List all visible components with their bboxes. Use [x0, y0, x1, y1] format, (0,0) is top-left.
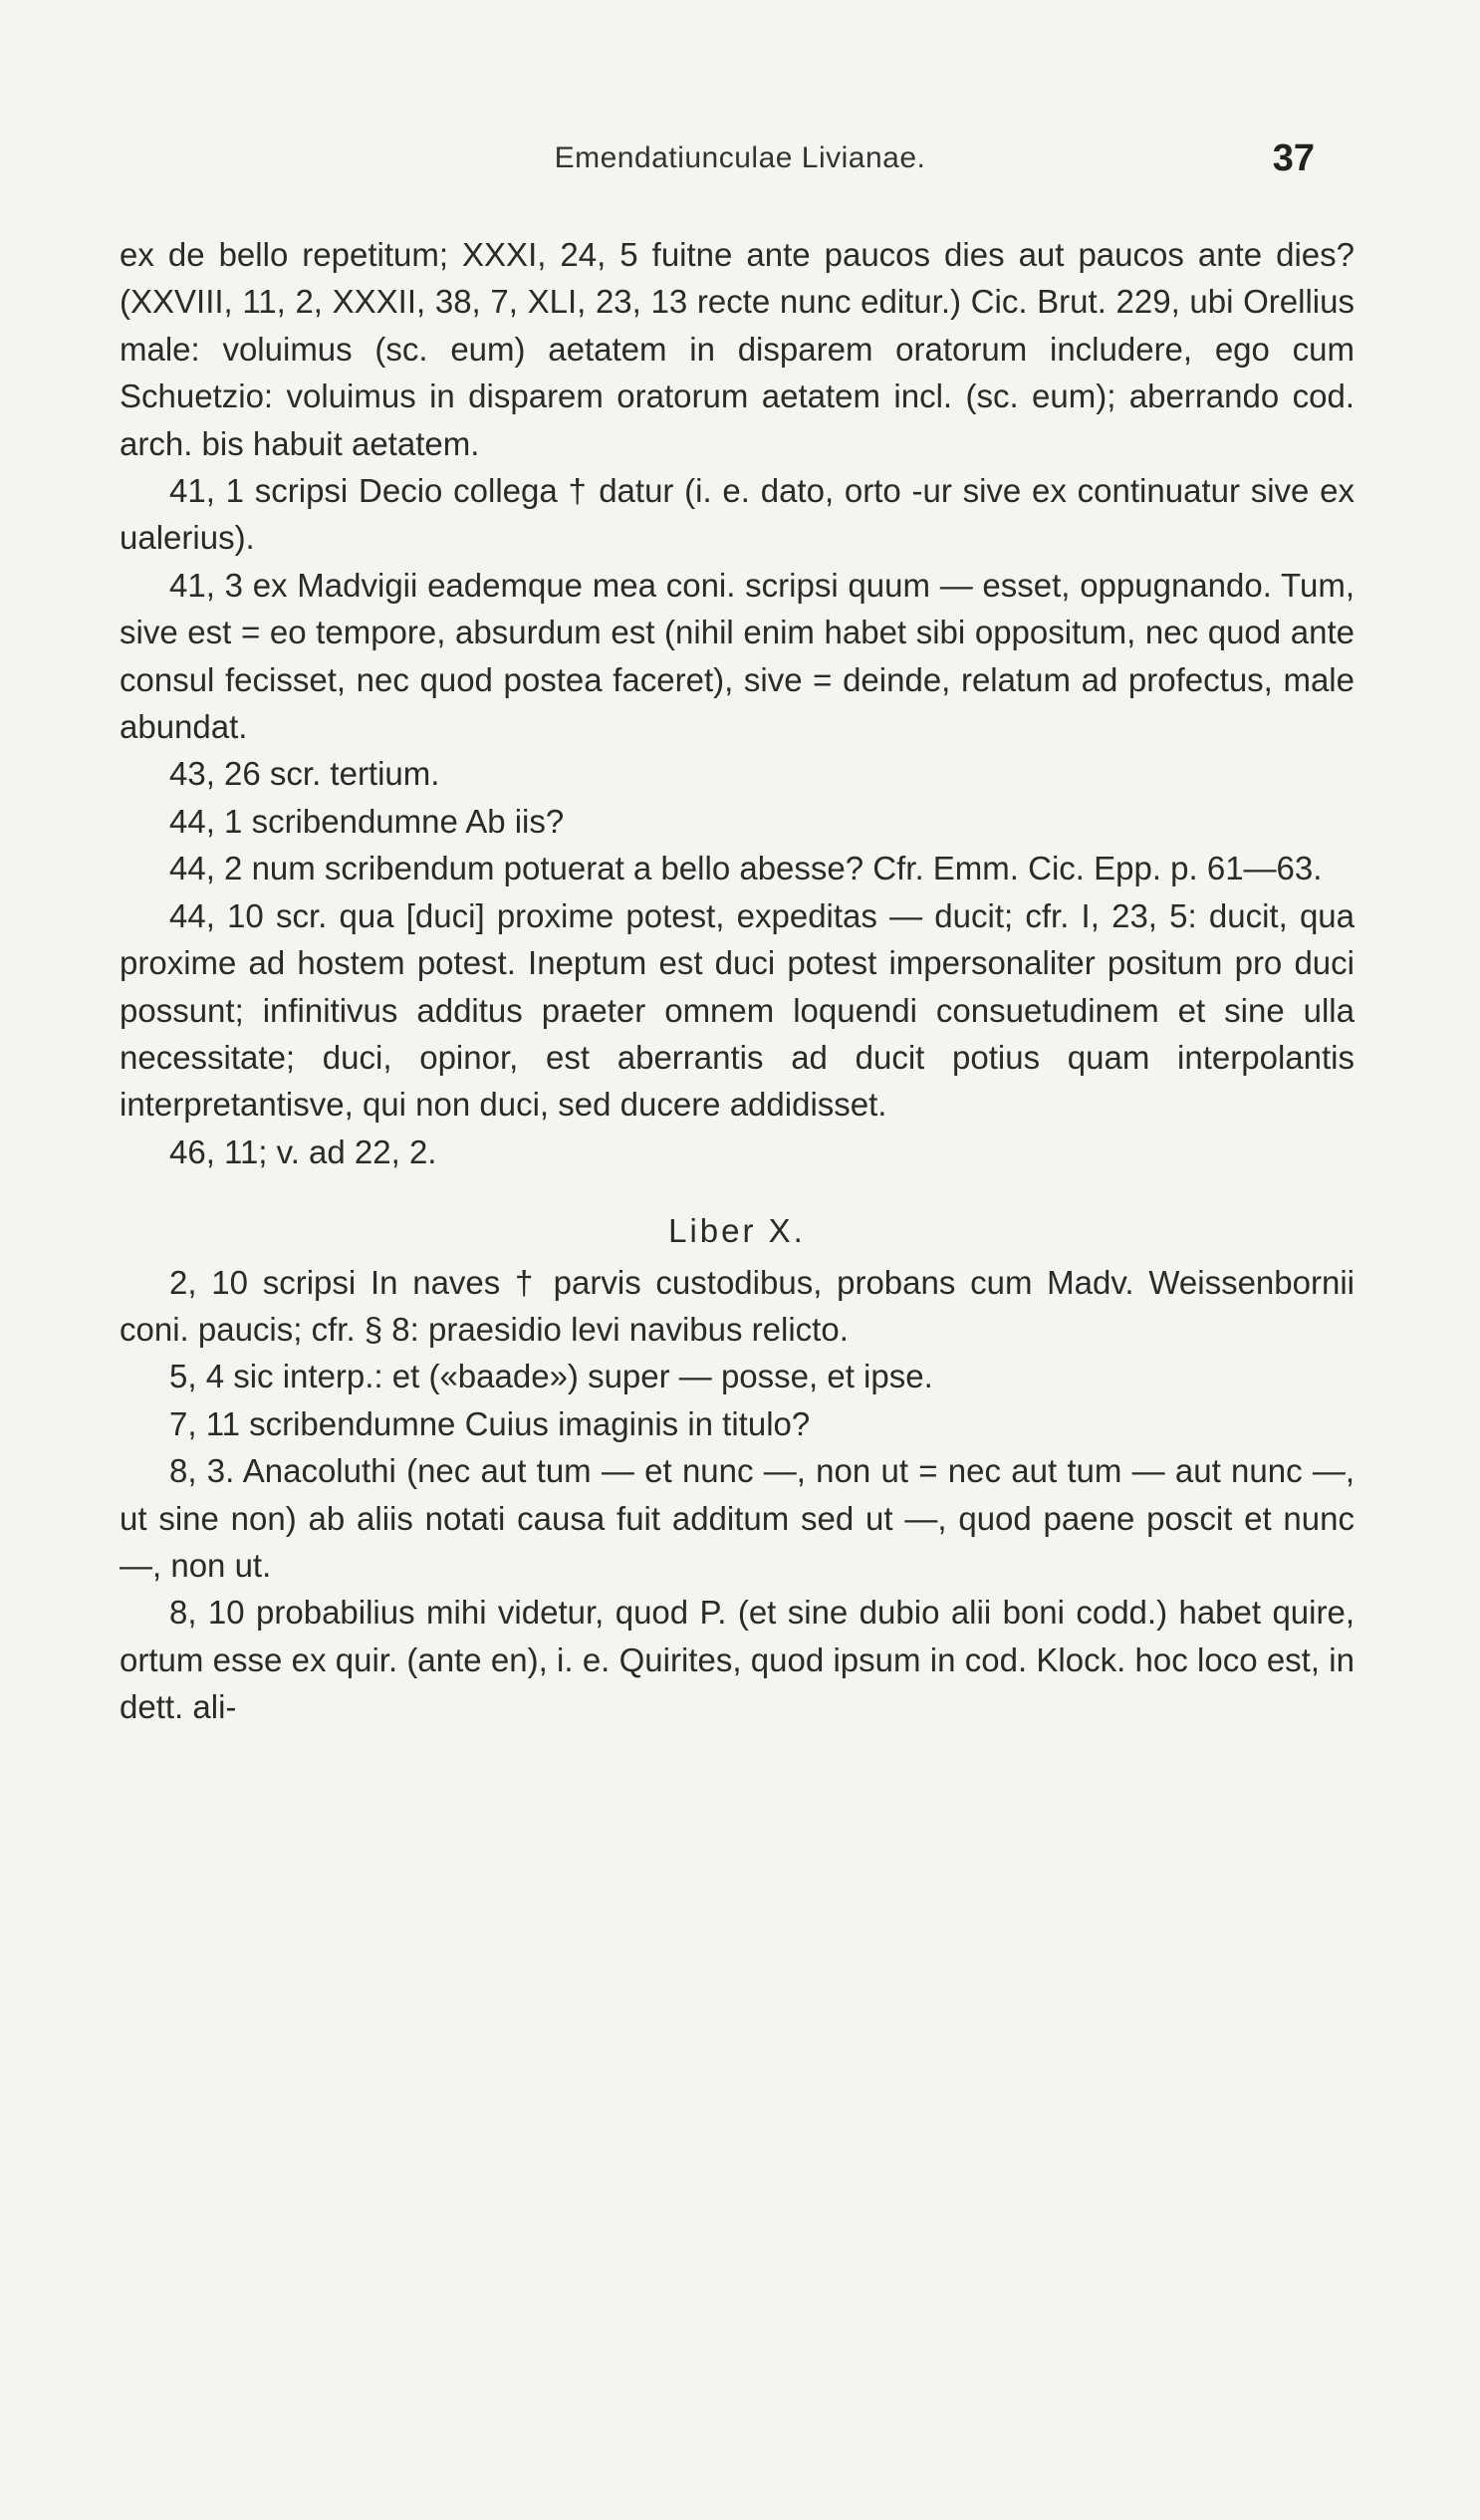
page-number: 37 — [1272, 137, 1315, 179]
paragraph: 5, 4 sic interp.: et («baade») super — posse, et ipse. — [169, 1358, 933, 1395]
paragraph: 8, 10 probabilius mihi videtur, quod P. (et sine dubio alii boni codd.) habet quire, ortum esse ex quir. (ante en), i. e. Quirites, quod ipsum in cod. Klock. hoc loco est, in dett. ali- — [120, 1594, 1355, 1726]
paragraph: 43, 26 scr. tertium. — [169, 755, 440, 793]
paragraph: ex de bello repetitum; XXXI, 24, 5 fuitne ante paucos dies aut paucos ante dies? (XXVIII, 11, 2, XXXII, 38, 7, XLI, 23, 13 recte nunc editur.) Cic. Brut. 229, ubi Orellius male: voluimus (sc. eum) aetatem in disparem oratorum includere, ego cum Schuetzio: voluimus in disparem oratorum aetatem incl. (sc. eum); aberrando cod. arch. bis habuit aetatem. — [120, 236, 1355, 462]
page-header — [0, 137, 1480, 181]
body-text — [120, 231, 1355, 1731]
running-title: Emendatiunculae Livianae. — [554, 141, 926, 174]
paragraph: 7, 11 scribendumne Cuius imaginis in titulo? — [169, 1404, 811, 1442]
paragraph: 44, 10 scr. qua [duci] proxime potest, expeditas — ducit; cfr. I, 23, 5: ducit, qua proxime ad hostem potest. Ineptum est duci potest impersonaliter positum pro duci possunt; infinitivus additus praeter omnem loquendi consuetudinem et sine ulla necessitate; duci, opinor, est aberrantis ad ducit potius quam interpolantis interpretantisve, qui non duci, sed ducere addidisset. — [120, 896, 1355, 1124]
section-heading: Liber X. — [668, 1212, 806, 1250]
paragraph: 8, 3. Anacoluthi (nec aut tum — et nunc —, non ut = nec aut tum — aut nunc —, ut sine non) ab aliis notati causa fuit additum sed ut —, quod paene poscit et nunc —, non ut. — [120, 1452, 1355, 1584]
paragraph: 2, 10 scripsi In naves † parvis custodibus, probans cum Madv. Weissenbornii coni. paucis; cfr. § 8: praesidio levi navibus relicto. — [120, 1263, 1355, 1348]
paragraph: 44, 1 scribendumne Ab iis? — [169, 802, 565, 840]
paragraph: 46, 11; v. ad 22, 2. — [169, 1133, 437, 1170]
paragraph: 41, 1 scripsi Decio collega † datur (i. e. dato, orto -ur sive ex continuatur sive ex ualerius). — [120, 472, 1355, 557]
paragraph: 44, 2 num scribendum potuerat a bello abesse? Cfr. Emm. Cic. Epp. p. 61—63. — [169, 850, 1323, 887]
paragraph: 41, 3 ex Madvigii eademque mea coni. scripsi quum — esset, oppugnando. Tum, sive est = eo tempore, absurdum est (nihil enim habet sibi oppositum, nec quod ante consul fecisset, nec quod postea faceret), sive = deinde, relatum ad profectus, male abundat. — [120, 566, 1355, 746]
